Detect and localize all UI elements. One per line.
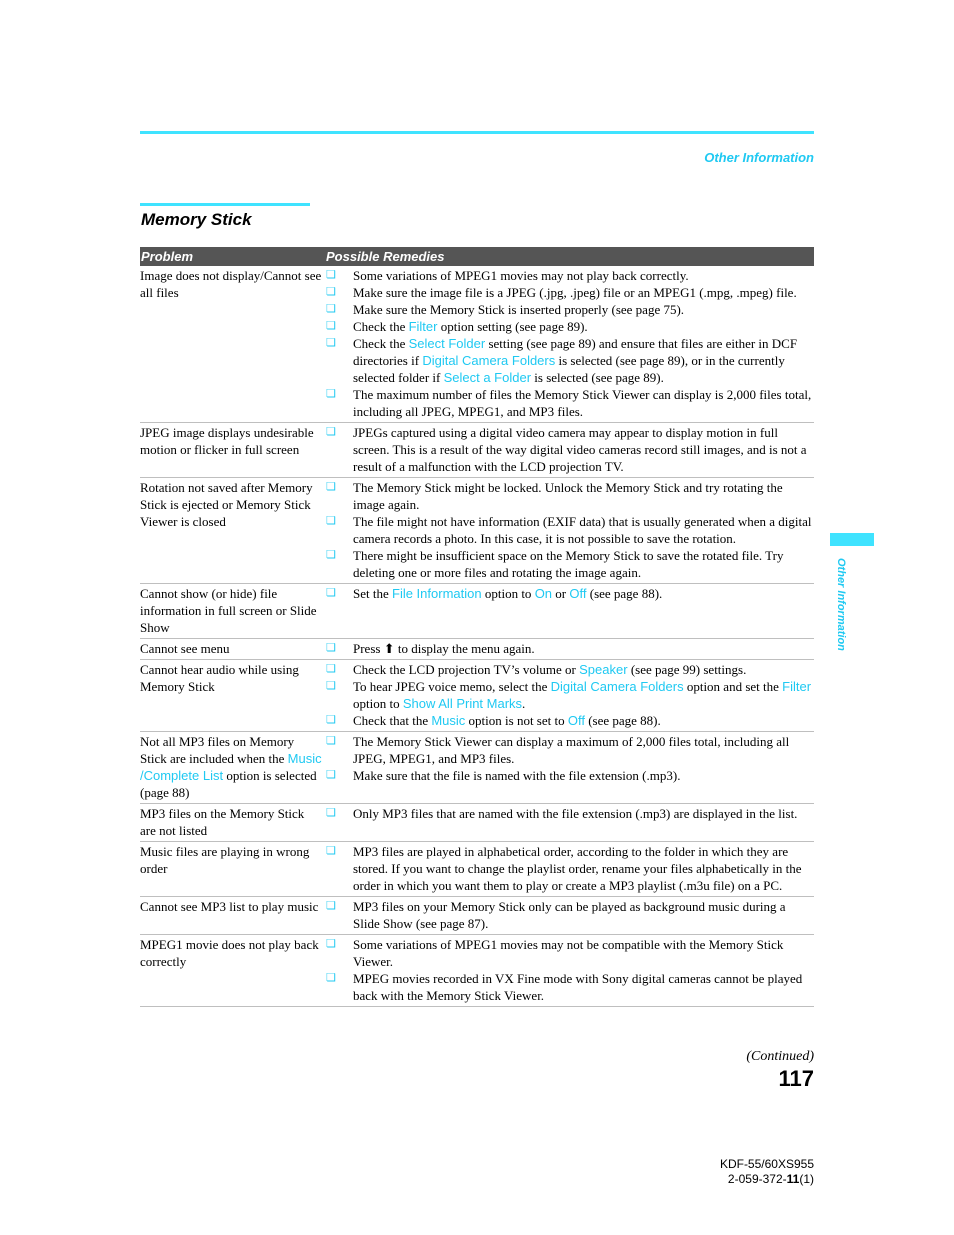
checkbox-bullet-icon: ❏ (326, 714, 336, 726)
text-segment: Make sure the Memory Stick is inserted properly (see page 75). (353, 302, 685, 317)
text-segment: option to (353, 696, 403, 711)
checkbox-bullet-icon: ❏ (326, 938, 336, 950)
text-segment: Press ⬆ to display the menu again. (353, 641, 535, 656)
remedy-item (326, 733, 814, 767)
remedy-text (353, 318, 814, 335)
text-segment: Make sure the image file is a JPEG (.jpg, .jpeg) file or an MPEG1 (.mpg, .mpeg) file. (353, 285, 797, 300)
problem-cell (140, 478, 326, 584)
remedies-cell (326, 804, 814, 842)
remedy-item (326, 318, 814, 335)
checkbox-bullet-icon: ❏ (326, 900, 336, 912)
top-rule (140, 131, 814, 134)
checkbox-bullet-icon: ❏ (326, 807, 336, 819)
remedy-text (353, 733, 814, 767)
table-row (140, 478, 814, 584)
text-segment: Cannot see MP3 list to play music (140, 899, 319, 914)
table-row (140, 804, 814, 842)
text-segment: To hear JPEG voice memo, select the (353, 679, 551, 694)
problem-cell (140, 804, 326, 842)
section-label: Other Information (704, 150, 814, 165)
text-segment: MP3 files are played in alphabetical order, according to the folder in which they are stored. If you want to change the playlist order, rename your files alphabetically in the order in which you want them to play or create a MP3 playlist (.m3u file) on a PC. (353, 844, 802, 893)
remedy-item (326, 767, 814, 784)
menu-option-reference: Off (569, 586, 587, 601)
text-segment: Check the (353, 319, 409, 334)
text-segment: Rotation not saved after Memory Stick is ejected or Memory Stick Viewer is closed (140, 480, 313, 529)
text-segment: Check the (353, 336, 409, 351)
checkbox-bullet-icon: ❏ (326, 549, 336, 561)
remedy-text (353, 585, 814, 602)
text-segment: Make sure that the file is named with the file extension (.mp3). (353, 768, 681, 783)
menu-option-reference: Select Folder (408, 336, 486, 351)
problem-column-header: Problem (140, 247, 326, 266)
remedy-item (326, 640, 814, 657)
remedy-item (326, 585, 814, 602)
remedies-cell (326, 584, 814, 639)
text-segment: Check that the (353, 713, 432, 728)
text-segment: option and set the (683, 679, 783, 694)
remedies-cell (326, 660, 814, 732)
checkbox-bullet-icon: ❏ (326, 642, 336, 654)
remedy-item (326, 547, 814, 581)
remedy-text (353, 335, 814, 386)
remedy-item (326, 898, 814, 932)
checkbox-bullet-icon: ❏ (326, 286, 336, 298)
text-segment: The Memory Stick might be locked. Unlock the Memory Stick and try rotating the image again. (353, 480, 783, 512)
text-segment: The Memory Stick Viewer can display a maximum of 2,000 files total, including all JPEG, MPEG1, and MP3 files. (353, 734, 790, 766)
remedy-text (353, 424, 814, 475)
remedy-item (326, 301, 814, 318)
remedy-text (353, 267, 814, 284)
problem-cell (140, 584, 326, 639)
continued-note: (Continued) (746, 1049, 814, 1064)
remedy-text (353, 970, 814, 1004)
text-segment: The maximum number of files the Memory Stick Viewer can display is 2,000 files total, including all JPEG, MPEG1, and MP3 files. (353, 387, 812, 419)
checkbox-bullet-icon: ❏ (326, 388, 336, 400)
checkbox-bullet-icon: ❏ (326, 735, 336, 747)
remedy-text (353, 843, 814, 894)
remedy-item (326, 479, 814, 513)
text-segment: MPEG1 movie does not play back correctly (140, 937, 319, 969)
text-segment: Cannot hear audio while using Memory Stick (140, 662, 299, 694)
checkbox-bullet-icon: ❏ (326, 303, 336, 315)
remedy-text (353, 640, 814, 657)
remedy-item (326, 267, 814, 284)
remedy-text (353, 767, 814, 784)
checkbox-bullet-icon: ❏ (326, 972, 336, 984)
text-segment: option to (481, 586, 535, 601)
text-segment: Check the LCD projection TV’s volume or (353, 662, 580, 677)
remedies-cell (326, 842, 814, 897)
text-segment: setting (see page 89) and ensure that files are either in DCF directories if (353, 336, 798, 368)
remedy-item (326, 805, 814, 822)
remedy-text (353, 712, 814, 729)
remedy-item (326, 678, 814, 712)
remedy-item (326, 843, 814, 894)
checkbox-bullet-icon: ❏ (326, 481, 336, 493)
model-info (720, 1157, 814, 1187)
side-tab-label: Other Information (835, 558, 847, 651)
text-segment: Music files are playing in wrong order (140, 844, 310, 876)
checkbox-bullet-icon: ❏ (326, 515, 336, 527)
remedies-cell (326, 935, 814, 1007)
table-row (140, 732, 814, 804)
checkbox-bullet-icon: ❏ (326, 426, 336, 438)
checkbox-bullet-icon: ❏ (326, 587, 336, 599)
menu-option-reference: Filter (408, 319, 438, 334)
menu-option-reference: Filter (782, 679, 812, 694)
table-row (140, 266, 814, 423)
model-number: KDF-55/60XS955 (719, 1157, 814, 1171)
text-segment: Cannot show (or hide) file information in full screen or Slide Show (140, 586, 317, 635)
text-segment: MPEG movies recorded in VX Fine mode with Sony digital cameras cannot be played back with the Memory Stick Viewer. (353, 971, 803, 1003)
problem-cell (140, 266, 326, 423)
menu-option-reference: On (534, 586, 553, 601)
remedies-cell (326, 423, 814, 478)
table-row (140, 660, 814, 732)
text-segment: MP3 files on your Memory Stick only can be played as background music during a Slide Show (see page 87). (353, 899, 786, 931)
remedy-item (326, 661, 814, 678)
problem-cell (140, 423, 326, 478)
menu-option-reference: Digital Camera Folders (550, 679, 684, 694)
text-segment: Only MP3 files that are named with the file extension (.mp3) are displayed in the list. (353, 806, 798, 821)
menu-option-reference: Speaker (579, 662, 628, 677)
problem-cell (140, 732, 326, 804)
checkbox-bullet-icon: ❏ (326, 680, 336, 692)
remedies-cell (326, 897, 814, 935)
text-segment: Set the (353, 586, 392, 601)
remedies-cell (326, 266, 814, 423)
text-segment: or (552, 586, 570, 601)
problem-cell (140, 935, 326, 1007)
checkbox-bullet-icon: ❏ (326, 269, 336, 281)
table-body (140, 266, 814, 1007)
text-segment: (see page 99) settings. (627, 662, 747, 677)
menu-option-reference: File Information (392, 586, 482, 601)
text-segment: is selected (see page 89). (531, 370, 664, 385)
text-segment: Some variations of MPEG1 movies may not play back correctly. (353, 268, 689, 283)
remedy-item (326, 712, 814, 729)
menu-option-reference: Off (567, 713, 585, 728)
side-tab-bar (830, 533, 874, 546)
remedy-text (353, 898, 814, 932)
remedy-item (326, 335, 814, 386)
checkbox-bullet-icon: ❏ (326, 320, 336, 332)
problem-cell (140, 897, 326, 935)
table-header-row (140, 247, 814, 266)
remedy-text (353, 805, 814, 822)
checkbox-bullet-icon: ❏ (326, 663, 336, 675)
remedies-cell (326, 478, 814, 584)
remedy-item (326, 284, 814, 301)
remedy-text (353, 547, 814, 581)
page-title: Memory Stick (141, 210, 252, 229)
remedies-cell (326, 732, 814, 804)
text-segment: Some variations of MPEG1 movies may not be compatible with the Memory Stick Viewer. (353, 937, 784, 969)
remedy-item (326, 970, 814, 1004)
text-segment: JPEGs captured using a digital video camera may appear to display motion in full screen. This is a result of the way digital video cameras record still images, and is not a result of a malfunction with the LCD projection TV. (353, 425, 807, 474)
problem-cell (140, 639, 326, 660)
text-segment: option setting (see page 89). (437, 319, 588, 334)
text-segment: (see page 88). (586, 586, 663, 601)
page-number: 117 (778, 1066, 814, 1091)
text-segment: . (522, 696, 526, 711)
remedy-text (353, 284, 814, 301)
doc-number: 2-059-372-11(1) (727, 1172, 814, 1186)
menu-option-reference: Music /Complete List (140, 751, 322, 783)
table-row (140, 897, 814, 935)
text-segment: JPEG image displays undesirable motion or flicker in full screen (140, 425, 314, 457)
troubleshooting-table (140, 247, 814, 1007)
problem-cell (140, 842, 326, 897)
menu-option-reference: Digital Camera Folders (422, 353, 556, 368)
table-row (140, 935, 814, 1007)
menu-option-reference: Music (431, 713, 466, 728)
table-row (140, 639, 814, 660)
checkbox-bullet-icon: ❏ (326, 769, 336, 781)
menu-option-reference: Show All Print Marks (402, 696, 523, 711)
table-row (140, 842, 814, 897)
remedy-text (353, 301, 814, 318)
remedy-item (326, 386, 814, 420)
text-segment: option is not set to (465, 713, 568, 728)
text-segment: (see page 88). (584, 713, 661, 728)
table-row (140, 584, 814, 639)
remedy-text (353, 386, 814, 420)
remedy-text (353, 936, 814, 970)
text-segment: option is selected (page 88) (140, 768, 317, 800)
remedy-text (353, 678, 814, 712)
text-segment: is selected (see page 89), or in the currently selected folder if (353, 353, 785, 385)
text-segment: The file might not have information (EXIF data) that is usually generated when a digital camera records a photo. In this case, it is not possible to save the rotation. (353, 514, 812, 546)
text-segment: Cannot see menu (140, 641, 230, 656)
remedies-cell (326, 639, 814, 660)
problem-cell (140, 660, 326, 732)
remedy-text (353, 479, 814, 513)
remedy-item (326, 513, 814, 547)
remedy-text (353, 513, 814, 547)
remedies-column-header: Possible Remedies (326, 247, 814, 266)
menu-option-reference: Select a Folder (443, 370, 532, 385)
text-segment: Image does not display/Cannot see all files (140, 268, 322, 300)
text-segment: There might be insufficient space on the Memory Stick to save the rotated file. Try deleting one or more files and rotating the image again. (353, 548, 784, 580)
checkbox-bullet-icon: ❏ (326, 845, 336, 857)
text-segment: MP3 files on the Memory Stick are not listed (140, 806, 305, 838)
remedy-text (353, 661, 814, 678)
checkbox-bullet-icon: ❏ (326, 337, 336, 349)
remedy-item (326, 936, 814, 970)
table-row (140, 423, 814, 478)
remedy-item (326, 424, 814, 475)
text-segment: Not all MP3 files on Memory Stick are included when the (140, 734, 295, 766)
heading-rule (140, 203, 310, 206)
